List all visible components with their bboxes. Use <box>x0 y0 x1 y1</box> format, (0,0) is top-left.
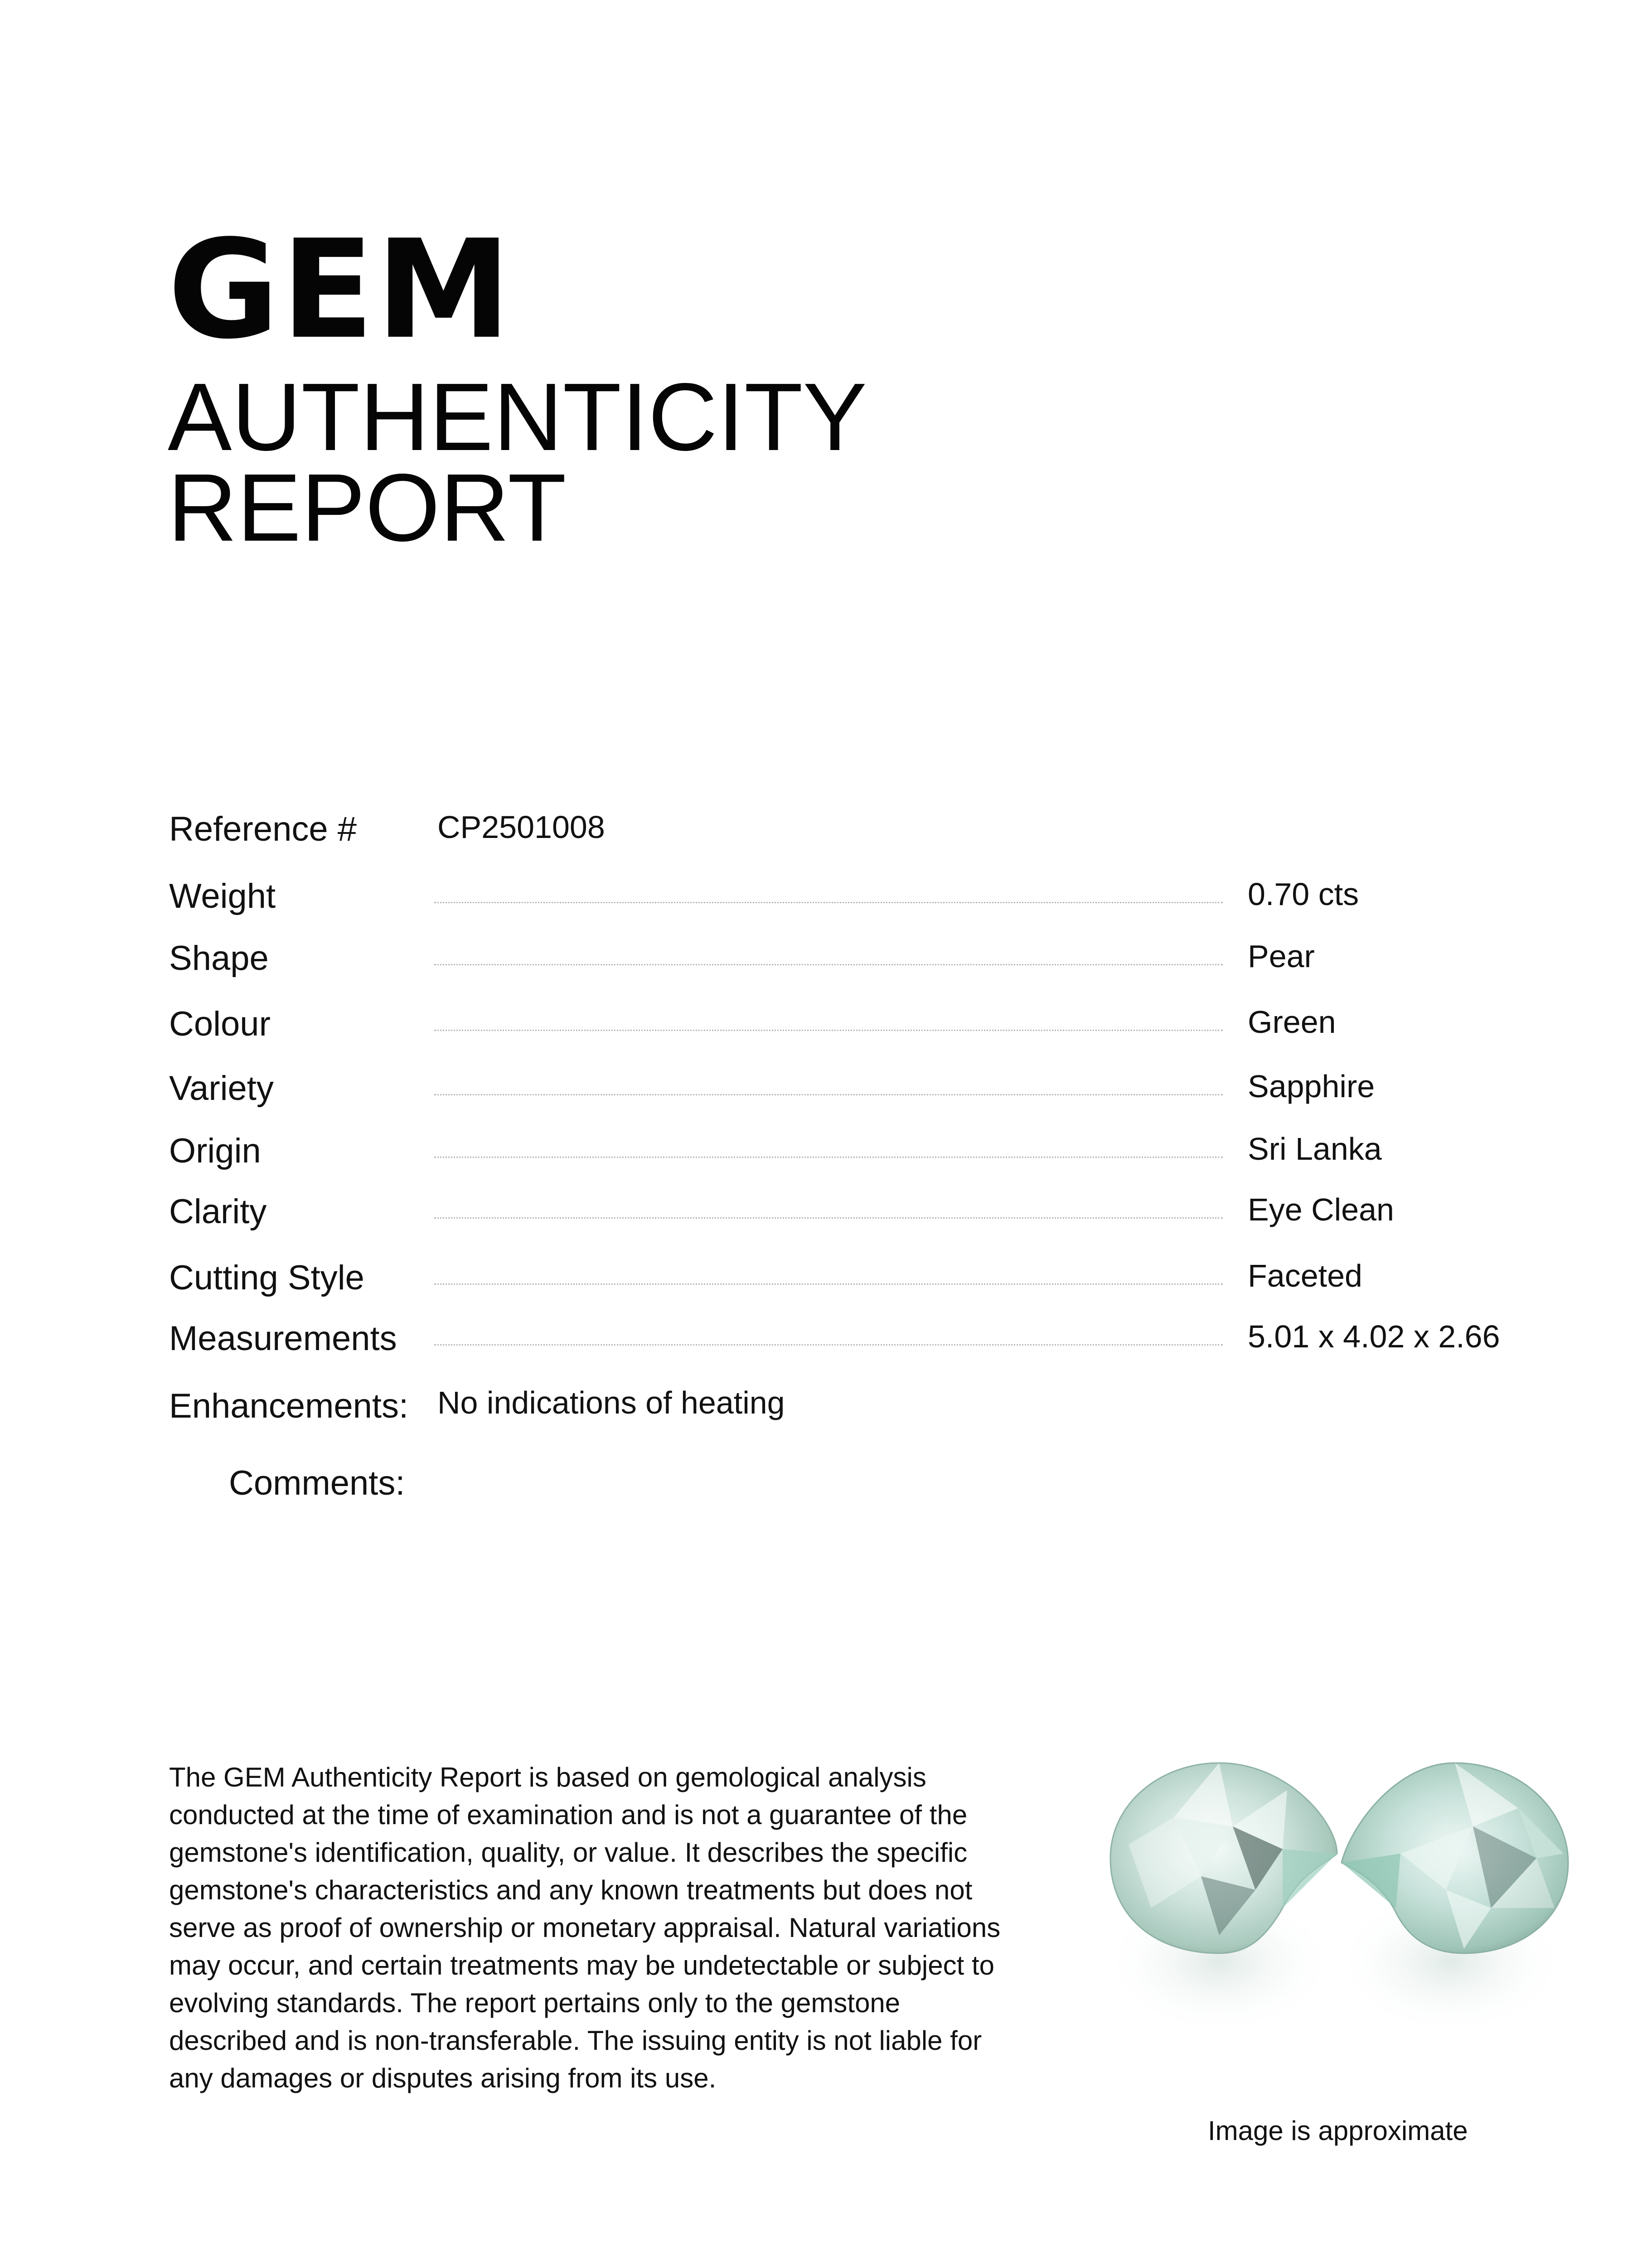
spec-row-origin <box>169 1131 1529 1179</box>
enhancements-value: No indications of heating <box>437 1385 785 1420</box>
spec-label: Shape <box>169 939 269 978</box>
spec-label: Variety <box>169 1069 274 1108</box>
image-caption: Image is approximate <box>1208 2116 1468 2146</box>
spec-value: Pear <box>1248 939 1315 974</box>
report-title-gem: GEM <box>168 211 513 369</box>
dotted-leader <box>434 902 1223 903</box>
dotted-leader <box>434 1344 1223 1346</box>
dotted-leader <box>434 1030 1223 1031</box>
spec-value: 5.01 x 4.02 x 2.66 <box>1248 1319 1500 1354</box>
dotted-leader <box>434 1283 1223 1285</box>
gemstone-photo-graphic <box>1083 1727 1595 2071</box>
spec-value: Eye Clean <box>1248 1192 1394 1227</box>
dotted-leader <box>434 1217 1223 1219</box>
spec-label: Measurements <box>169 1319 397 1358</box>
spec-row-variety <box>169 1071 1529 1117</box>
spec-row-measurements <box>169 1319 1529 1367</box>
spec-label: Colour <box>169 1005 271 1043</box>
spec-label: Weight <box>169 877 276 915</box>
report-title-line-report: REPORT <box>168 454 567 561</box>
spec-value: Green <box>1248 1004 1336 1040</box>
reference-value: CP2501008 <box>437 809 605 845</box>
spec-value: Faceted <box>1248 1258 1362 1293</box>
spec-row-weight <box>169 876 1529 925</box>
spec-row-clarity <box>169 1192 1529 1240</box>
spec-row-colour <box>169 1004 1529 1052</box>
spec-row-cutting-style <box>169 1258 1529 1306</box>
spec-value: Sapphire <box>1248 1069 1375 1104</box>
dotted-leader <box>434 1157 1223 1158</box>
gemstone-photo <box>1083 1727 1595 2071</box>
dotted-leader <box>434 964 1223 965</box>
report-title-line-authenticity: AUTHENTICITY <box>168 363 867 470</box>
comments-label: Comments: <box>229 1464 405 1502</box>
report-title-subtitle <box>168 363 867 561</box>
enhancements-label: Enhancements: <box>169 1387 409 1425</box>
spec-label: Clarity <box>169 1192 267 1231</box>
reference-label: Reference # <box>169 810 357 848</box>
spec-value: 0.70 cts <box>1248 876 1359 912</box>
spec-label: Cutting Style <box>169 1259 364 1297</box>
dotted-leader <box>434 1094 1223 1095</box>
spec-value: Sri Lanka <box>1248 1131 1382 1167</box>
spec-label: Origin <box>169 1132 261 1170</box>
disclaimer-text: The GEM Authenticity Report is based on gemological analysis conducted at the time of examination and is not a guarantee of the gemstone's identification, quality, or value. It describes the specific gemstone's characteristics and any known treatments but does not serve as proof of ownership or monetary appraisal. Natural variations may occur, and certain treatments may be undetectable or subject to evolving standards. The report pertains only to the gemstone described and is non-transferable. The issuing entity is not liable for any damages or disputes arising from its use. <box>169 1762 1001 2093</box>
spec-row-shape <box>169 941 1529 987</box>
